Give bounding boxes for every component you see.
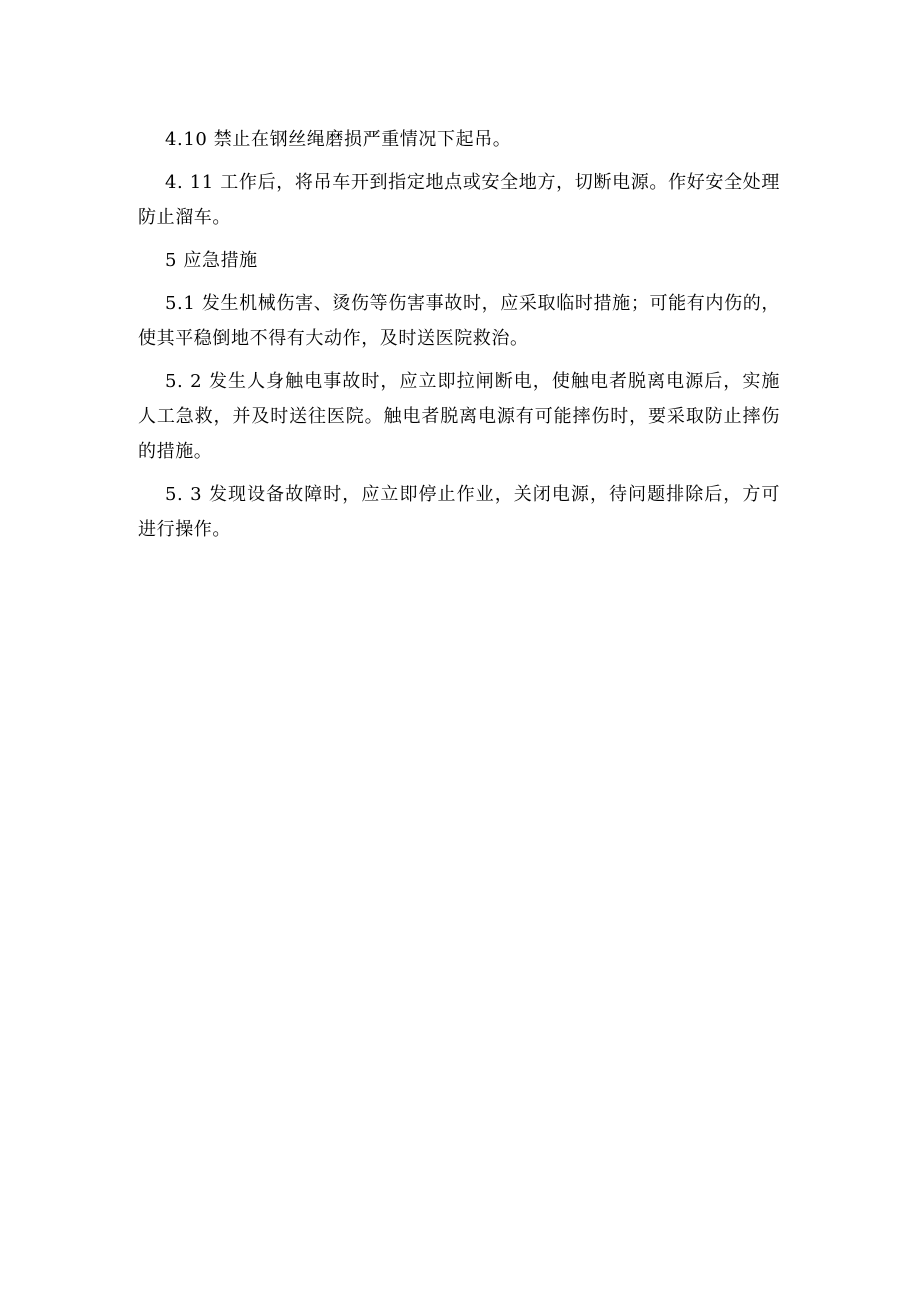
paragraph-5-1: 5.1 发生机械伤害、烫伤等伤害事故时，应采取临时措施；可能有内伤的，使其平稳倒地不得有大动作，及时送医院救治。 <box>138 293 780 349</box>
paragraph-4-11: 4. 11 工作后，将吊车开到指定地点或安全地方，切断电源。作好安全处理防止溜车。 <box>138 172 780 228</box>
paragraph-5-2: 5. 2 发生人身触电事故时，应立即拉闸断电，使触电者脱离电源后，实施人工急救，并及时送往医院。触电者脱离电源有可能摔伤时，要采取防止摔伤的措施。 <box>138 371 780 462</box>
document-body <box>138 122 780 555</box>
paragraph-4-10: 4.10 禁止在钢丝绳磨损严重情况下起吊。 <box>165 129 512 150</box>
section-heading-5: 5 应急措施 <box>165 250 258 271</box>
paragraph-5-3: 5. 3 发现设备故障时，应立即停止作业，关闭电源，待问题排除后，方可进行操作。 <box>138 484 780 540</box>
